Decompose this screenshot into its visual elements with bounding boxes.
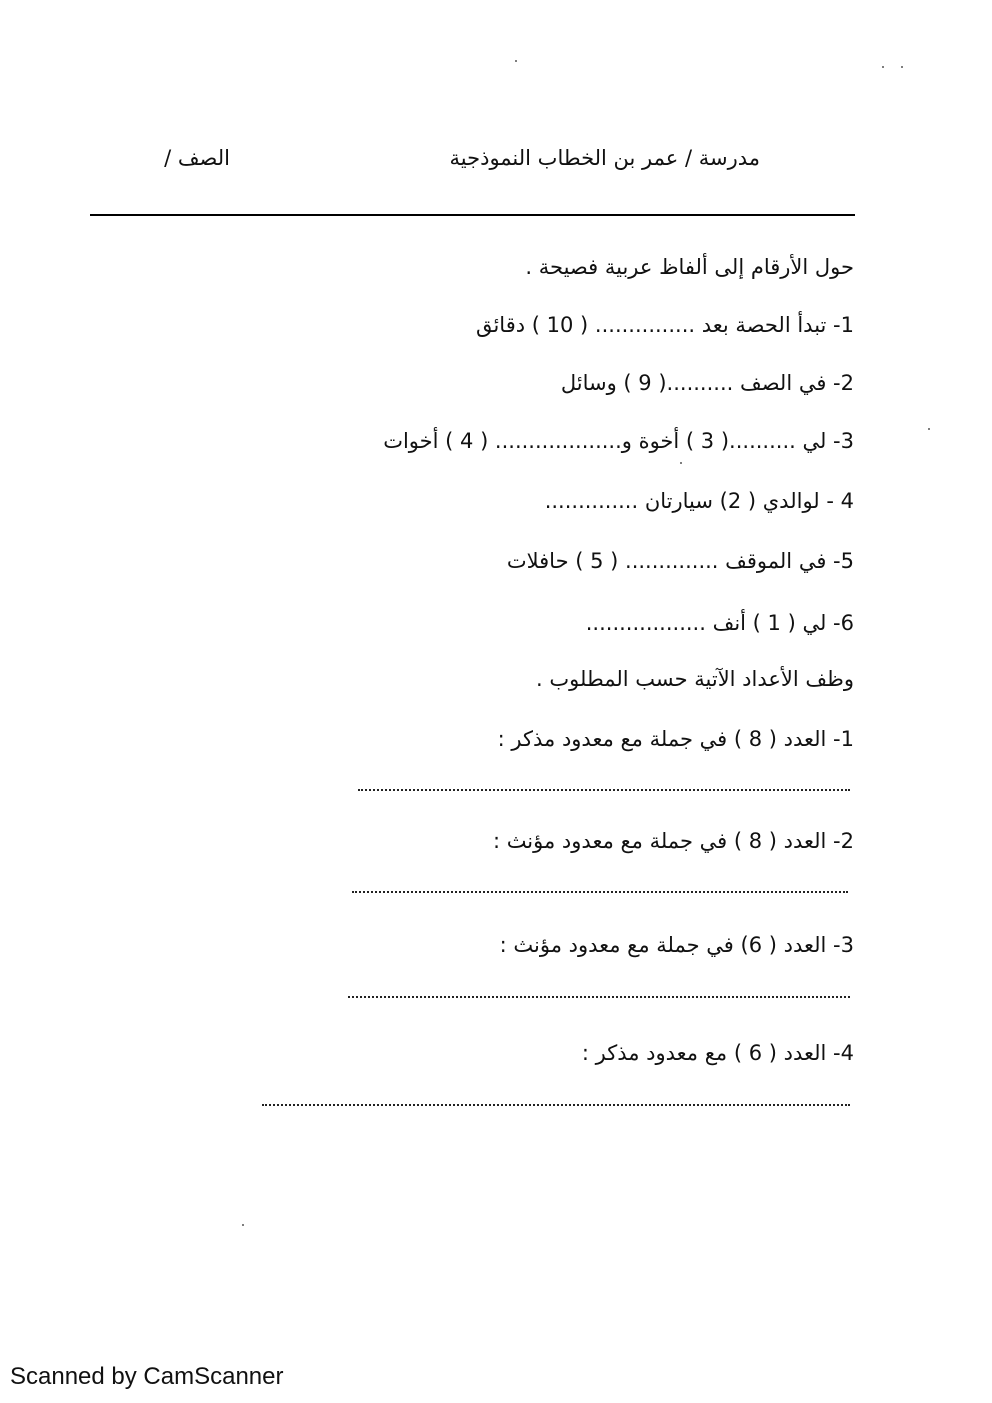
scan-speck [515,60,517,62]
scan-speck [242,1224,244,1226]
section2-item-3: 3- العدد ( 6) في جملة مع معدود مؤنث : [499,933,854,957]
answer-line [358,789,850,791]
section1-instruction: حول الأرقام إلى ألفاظ عربية فصيحة . [525,255,854,279]
section1-item-3: 3- لي ..........( 3 ) أخوة و................... ( 4 ) أخوات [383,429,854,453]
section1-item-4: 4 - لوالدي ( 2) سيارتان .............. [544,489,854,513]
answer-line [262,1104,850,1106]
scan-speck [882,66,884,68]
scan-speck [680,462,682,464]
school-name: مدرسة / عمر بن الخطاب النموذجية [449,146,760,170]
section2-instruction: وظف الأعداد الآتية حسب المطلوب . [536,667,854,691]
section1-item-6: 6- لي ( 1 ) أنف .................. [585,611,854,635]
answer-line [348,996,850,998]
scan-speck [928,428,930,430]
answer-line [352,891,848,893]
class-label: الصف / [164,146,230,170]
section2-item-2: 2- العدد ( 8 ) في جملة مع معدود مؤنث : [492,829,854,853]
section1-item-5: 5- في الموقف .............. ( 5 ) حافلات [506,549,854,573]
header-divider [90,214,855,216]
section1-item-2: 2- في الصف ..........( 9 ) وسائل [560,371,854,395]
scan-speck [901,66,903,68]
section1-item-1: 1- تبدأ الحصة بعد ............... ( 10 ) دقائق [475,313,854,337]
section2-item-1: 1- العدد ( 8 ) في جملة مع معدود مذكر : [497,727,854,751]
section2-item-4: 4- العدد ( 6 ) مع معدود مذكر : [581,1041,854,1065]
scanner-watermark: Scanned by CamScanner [10,1363,284,1390]
